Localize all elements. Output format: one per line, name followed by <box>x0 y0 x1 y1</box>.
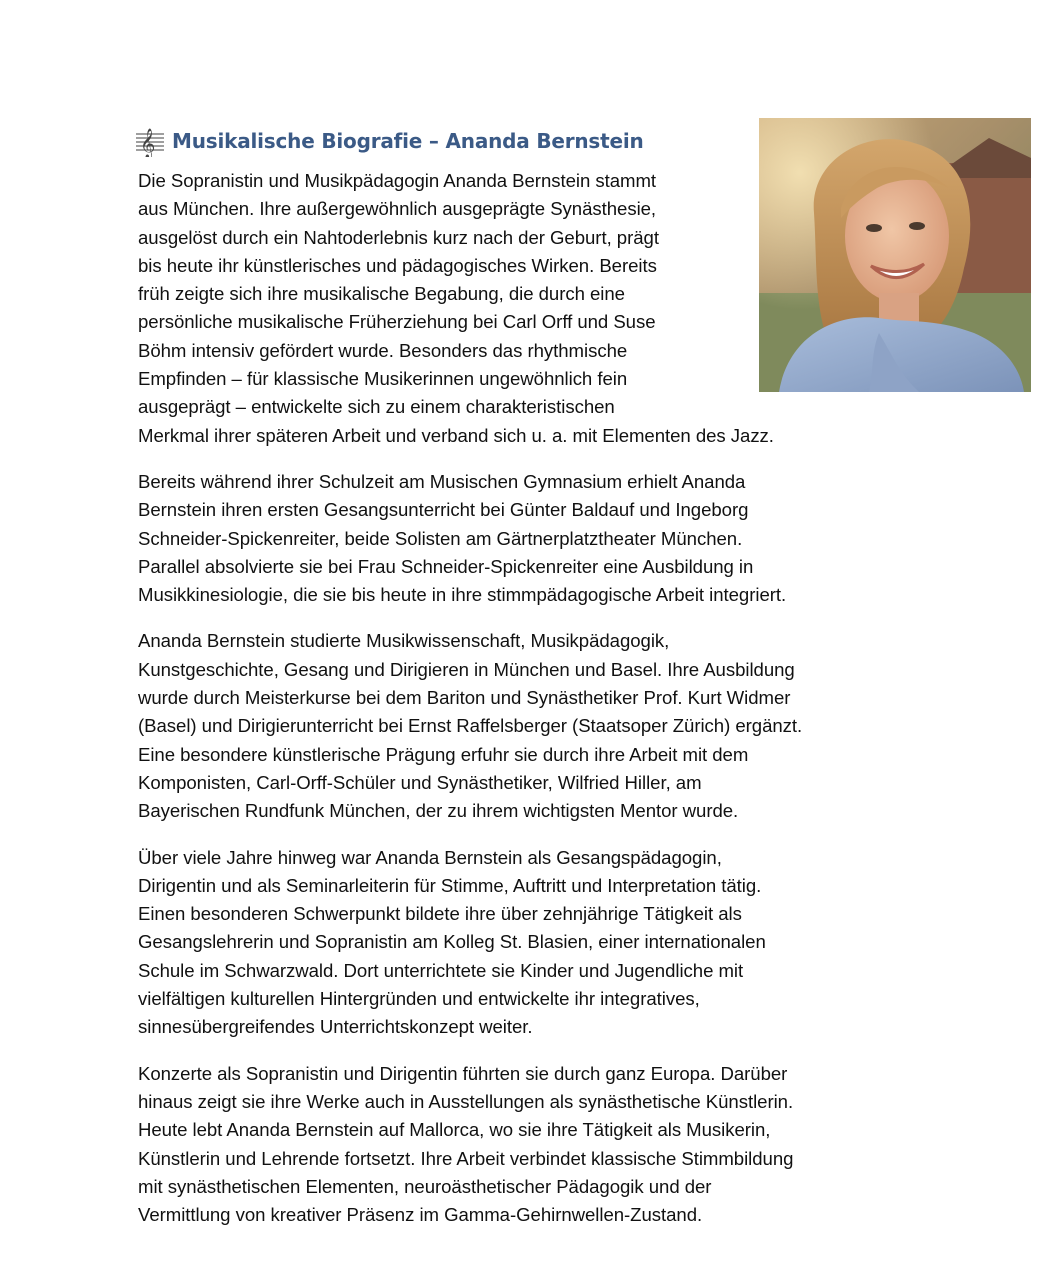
text-line: Bereits während ihrer Schulzeit am Musischen Gymnasium erhielt Ananda <box>138 470 746 492</box>
text-line: Die Sopranistin und Musikpädagogin Ananda Bernstein stammt <box>138 170 657 191</box>
text-line: Konzerte als Sopranistin und Dirigentin führten sie durch ganz Europa. Darüber <box>138 1062 788 1084</box>
page-title: Musikalische Biografie – Ananda Bernstein <box>172 129 644 153</box>
text-line: Künstlerin und Lehrende fortsetzt. Ihre Arbeit verbindet klassische Stimmbildung <box>138 1147 794 1169</box>
text-line: persönliche musikalische Früherziehung bei Carl Orff und Suse <box>138 311 656 333</box>
text-line: Bayerischen Rundfunk München, der zu ihrem wichtigsten Mentor wurde. <box>138 800 739 822</box>
text-line: Eine besondere künstlerische Prägung erfuhr sie durch ihre Arbeit mit dem <box>138 743 749 765</box>
text-line: Dirigentin und als Seminarleiterin für Stimme, Auftritt und Interpretation tätig. <box>138 874 762 896</box>
text-line: Parallel absolvierte sie bei Frau Schneider-Spickenreiter eine Ausbildung in <box>138 555 754 577</box>
svg-text:𝄞: 𝄞 <box>140 129 156 157</box>
text-line: Komponisten, Carl-Orff-Schüler und Synästhetiker, Wilfried Hiller, am <box>138 771 702 793</box>
text-line: Einen besonderen Schwerpunkt bildete ihre über zehnjährige Tätigkeit als <box>138 903 742 925</box>
paragraph-3 <box>138 627 898 825</box>
text-line: Kunstgeschichte, Gesang und Dirigieren in München und Basel. Ihre Ausbildung <box>138 658 795 680</box>
treble-clef-staff-icon <box>134 125 168 157</box>
text-line: (Basel) und Dirigierunterricht bei Ernst Raffelsberger (Staatsoper Zürich) ergänzt. <box>138 715 803 737</box>
text-line: Gesangslehrerin und Sopranistin am Kolleg St. Blasien, einer internationalen <box>138 931 766 953</box>
text-line: Musikkinesiologie, die sie bis heute in ihre stimmpädagogische Arbeit integriert. <box>138 584 787 606</box>
text-line: Vermittlung von kreativer Präsenz im Gamma-Gehirnwellen-Zustand. <box>138 1204 703 1226</box>
text-line: wurde durch Meisterkurse bei dem Bariton und Synästhetiker Prof. Kurt Widmer <box>138 687 791 709</box>
text-line: Über viele Jahre hinweg war Ananda Bernstein als Gesangspädagogin, <box>138 846 722 868</box>
paragraph-5 <box>138 1060 898 1230</box>
paragraph-4 <box>138 844 898 1042</box>
text-line: ausgelöst durch ein Nahtoderlebnis kurz nach der Geburt, prägt <box>138 226 659 248</box>
text-line: mit synästhetischen Elementen, neuroästhetischer Pädagogik und der <box>138 1175 712 1197</box>
text-line: Schule im Schwarzwald. Dort unterrichtete sie Kinder und Jugendliche mit <box>138 959 744 981</box>
text-line: Böhm intensiv gefördert wurde. Besonders das rhythmische <box>138 339 628 361</box>
text-line: Heute lebt Ananda Bernstein auf Mallorca, wo sie ihre Tätigkeit als Musikerin, <box>138 1119 771 1141</box>
text-line: hinaus zeigt sie ihre Werke auch in Ausstellungen als synästhetische Künstlerin. <box>138 1090 794 1112</box>
paragraph-1 <box>138 167 774 450</box>
text-line: früh zeigte sich ihre musikalische Begabung, die durch eine <box>138 283 625 305</box>
text-line: Empfinden – für klassische Musikerinnen ungewöhnlich fein <box>138 368 628 390</box>
section-heading <box>134 125 898 157</box>
text-line: sinnesübergreifendes Unterrichtskonzept weiter. <box>138 1016 533 1038</box>
text-line: ausgeprägt – entwickelte sich zu einem charakteristischen <box>138 396 615 418</box>
text-line: aus München. Ihre außergewöhnlich ausgeprägte Synästhesie, <box>138 198 657 220</box>
text-line: Ananda Bernstein studierte Musikwissenschaft, Musikpädagogik, <box>138 630 670 652</box>
text-line: vielfältigen kulturellen Hintergründen und entwickelte ihr integratives, <box>138 988 700 1010</box>
biography-document <box>138 118 898 1247</box>
text-line: Schneider-Spickenreiter, beide Solisten am Gärtnerplatztheater München. <box>138 527 743 549</box>
text-line: Bernstein ihren ersten Gesangsunterricht bei Günter Baldauf und Ingeborg <box>138 499 749 521</box>
text-line: bis heute ihr künstlerisches und pädagogisches Wirken. Bereits <box>138 254 657 276</box>
paragraph-2 <box>138 468 898 609</box>
text-line: Merkmal ihrer späteren Arbeit und verband sich u. a. mit Elementen des Jazz. <box>138 424 774 446</box>
